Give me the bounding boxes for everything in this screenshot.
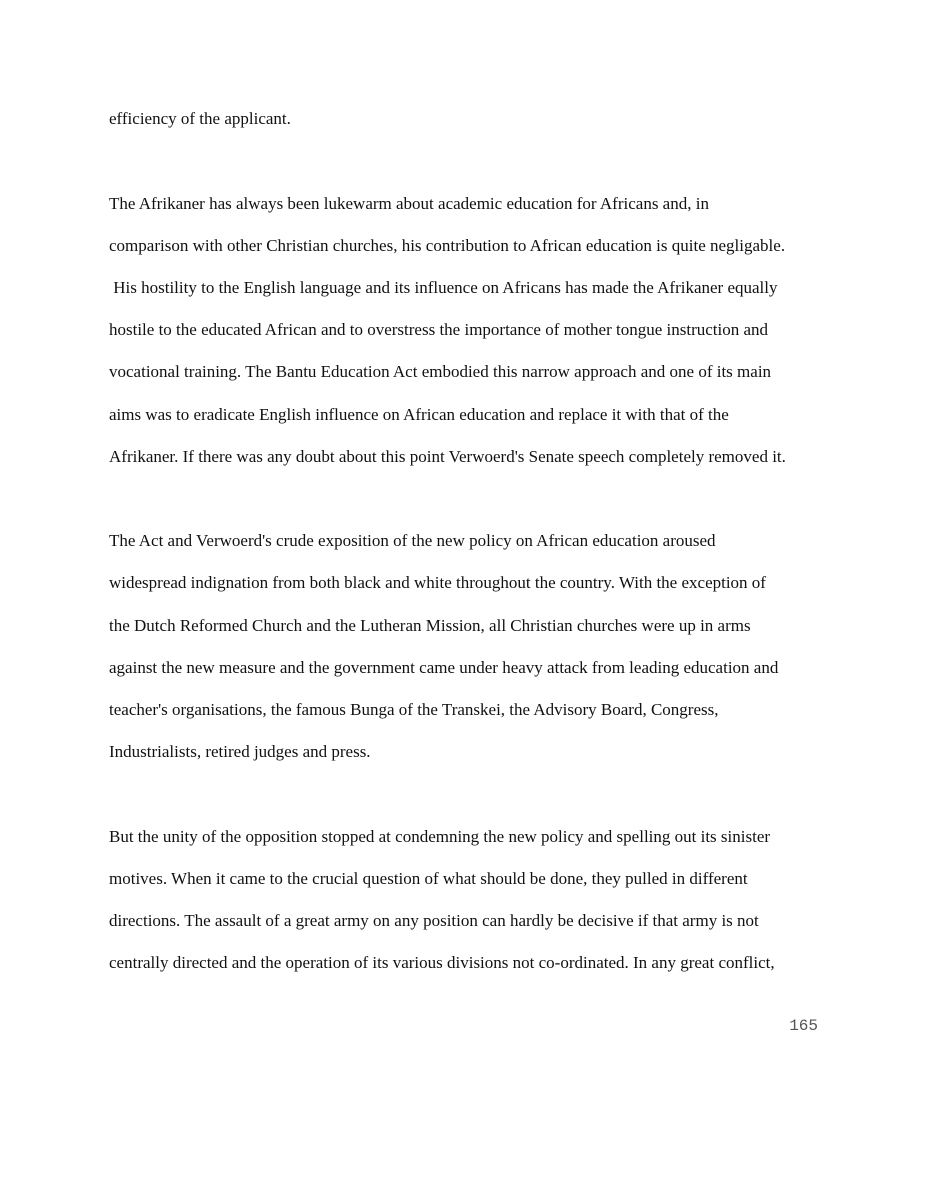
paragraph-line: directions. The assault of a great army on any position can hardly be decisive if that army is not	[109, 911, 759, 930]
paragraph-line: the Dutch Reformed Church and the Lutheran Mission, all Christian churches were up in arms	[109, 616, 751, 635]
paragraph-line: against the new measure and the government came under heavy attack from leading education and	[109, 658, 779, 677]
paragraph-line: Afrikaner. If there was any doubt about this point Verwoerd's Senate speech completely removed it.	[109, 447, 786, 466]
paragraph-line: teacher's organisations, the famous Bunga of the Transkei, the Advisory Board, Congress,	[109, 700, 719, 719]
paragraph-line: comparison with other Christian churches, his contribution to African education is quite negligable.	[109, 236, 786, 255]
paragraph-line: efficiency of the applicant.	[109, 109, 291, 128]
paragraph-line: motives. When it came to the crucial question of what should be done, they pulled in different	[109, 869, 748, 888]
paragraph-line: The Act and Verwoerd's crude exposition of the new policy on African education aroused	[109, 531, 716, 550]
page-number: 165	[789, 1017, 818, 1035]
paragraph-line: widespread indignation from both black and white throughout the country. With the exception of	[109, 573, 766, 592]
paragraph-line: But the unity of the opposition stopped at condemning the new policy and spelling out its sinister	[109, 827, 771, 846]
paragraph-line: His hostility to the English language and its influence on Africans has made the Afrikaner equally	[109, 278, 778, 297]
paragraph-line: vocational training. The Bantu Education Act embodied this narrow approach and one of its main	[109, 362, 772, 381]
paragraph-line: The Afrikaner has always been lukewarm about academic education for Africans and, in	[109, 194, 709, 213]
paragraph-line: aims was to eradicate English influence on African education and replace it with that of the	[109, 405, 729, 424]
paragraph-line: hostile to the educated African and to overstress the importance of mother tongue instruction and	[109, 320, 769, 339]
paragraph-line: centrally directed and the operation of its various divisions not co-ordinated. In any great conflict,	[109, 953, 775, 972]
paragraph-line: Industrialists, retired judges and press.	[109, 742, 371, 761]
